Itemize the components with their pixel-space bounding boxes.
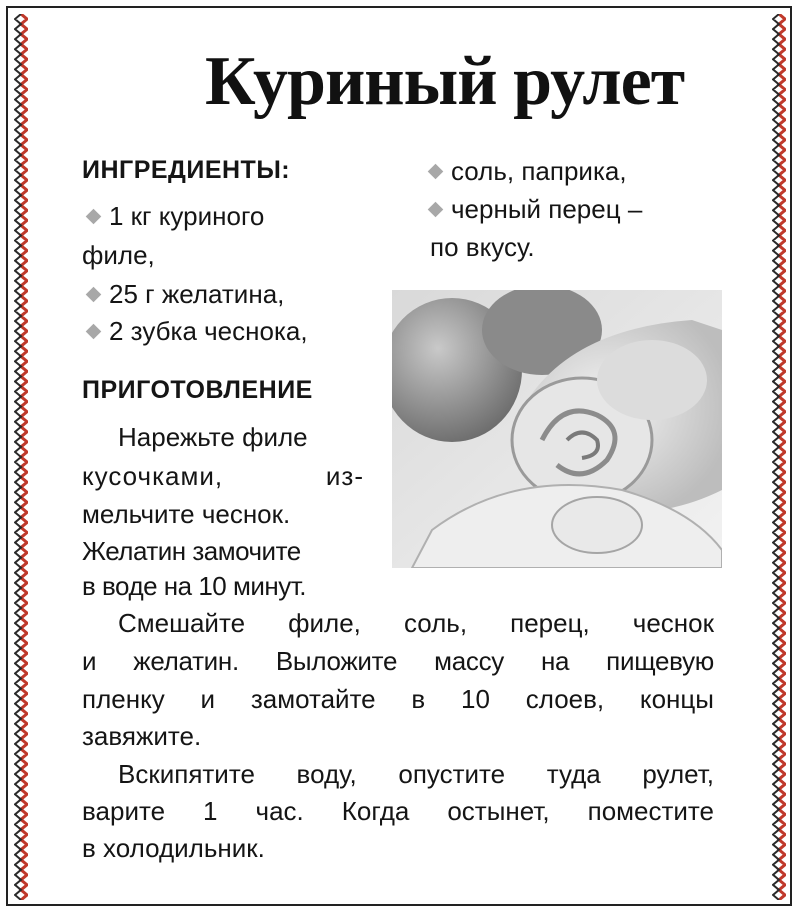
ingredient-item: по вкусу. xyxy=(430,232,535,262)
preparation-heading: ПРИГОТОВЛЕНИЕ xyxy=(82,376,313,404)
diamond-bullet-icon xyxy=(86,323,102,339)
preparation-line: и желатин. Выложите массу на пищевую xyxy=(82,646,714,676)
preparation-line: кусочками, из- xyxy=(82,461,364,491)
diamond-bullet-icon xyxy=(86,208,102,224)
preparation-line: Желатин замочите xyxy=(82,536,301,566)
recipe-title: Куриный рулет xyxy=(205,43,685,120)
preparation-line: Нарежьте филе xyxy=(118,422,308,452)
chicken-roll-photo xyxy=(392,290,722,568)
diamond-bullet-icon xyxy=(428,163,444,179)
diamond-bullet-icon xyxy=(86,286,102,302)
preparation-line: Смешайте филе, соль, перец, чеснок xyxy=(118,608,714,638)
ingredients-heading: ИНГРЕДИЕНТЫ: xyxy=(82,156,291,184)
ingredient-item: филе, xyxy=(82,240,155,270)
ingredient-item: 25 г желатина, xyxy=(82,281,284,307)
ingredient-item: 2 зубка чеснока, xyxy=(82,318,308,344)
diamond-bullet-icon xyxy=(428,201,444,217)
ingredient-item: 1 кг куриного xyxy=(82,203,264,229)
ingredient-item: соль, паприка, xyxy=(424,158,627,184)
preparation-line: в холодильник. xyxy=(82,833,265,863)
preparation-line: варите 1 час. Когда остынет, поместите xyxy=(82,796,714,826)
right-ornament-border xyxy=(772,14,786,900)
preparation-line: пленку и замотайте в 10 слоев, концы xyxy=(82,684,714,714)
preparation-line: мельчите чеснок. xyxy=(82,499,291,529)
ingredient-item: черный перец – xyxy=(424,196,642,222)
left-ornament-border xyxy=(14,14,28,900)
preparation-line: завяжите. xyxy=(82,721,202,751)
preparation-line: в воде на 10 минут. xyxy=(82,571,306,601)
preparation-line: Вскипятите воду, опустите туда рулет, xyxy=(118,759,714,789)
